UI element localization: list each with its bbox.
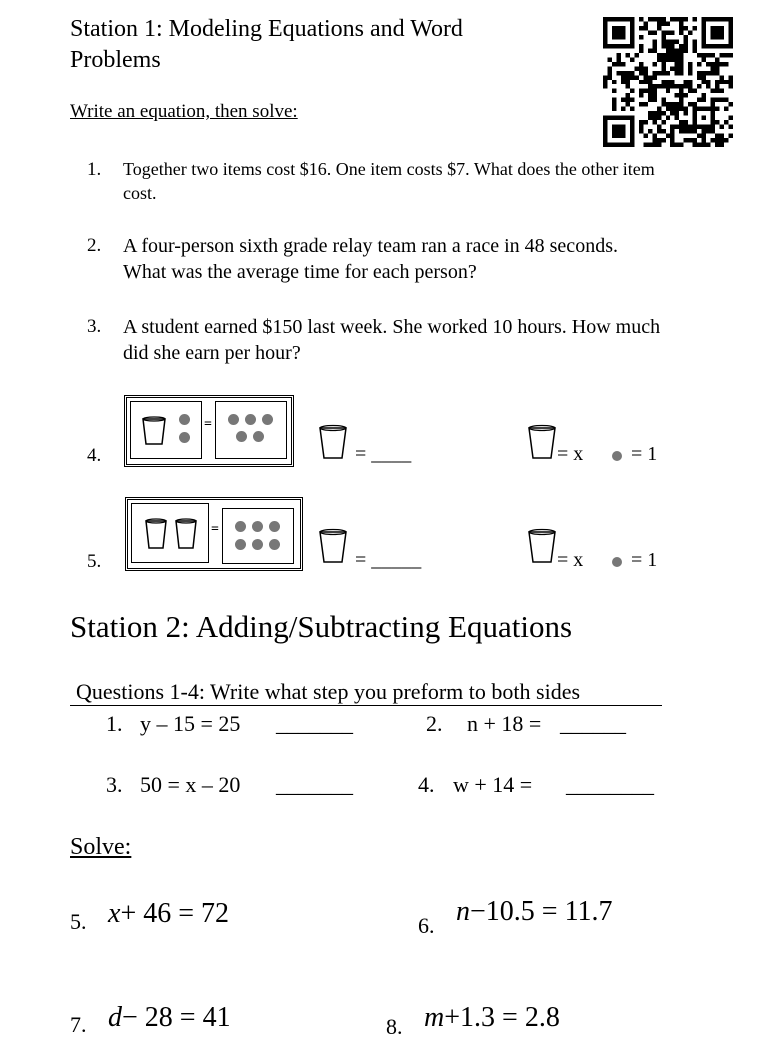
equation-mat-4	[124, 395, 294, 467]
qr-code	[603, 17, 733, 147]
cup-icon	[144, 518, 168, 550]
problem-2-number: 2.	[87, 235, 102, 256]
step-q3-number: 3.	[106, 772, 123, 797]
mat-5-equals: =	[211, 522, 219, 537]
problem-5-number: 5.	[87, 551, 102, 572]
key-dot-4: = 1	[631, 443, 658, 465]
solve-q6-variable: n	[456, 896, 470, 927]
cup-icon	[318, 424, 348, 460]
step-q1-blank[interactable]: _______	[276, 711, 353, 736]
cup-icon	[527, 528, 557, 564]
problem-3-number: 3.	[87, 316, 102, 337]
step-q2-blank[interactable]: ______	[560, 711, 626, 736]
counter-dot-icon	[253, 431, 264, 442]
step-q3-equation: 50 = x – 20	[140, 772, 241, 797]
station1-title: Station 1: Modeling Equations and Word Problems	[70, 16, 463, 73]
equation-mat-5	[125, 497, 303, 571]
counter-dot-icon	[262, 414, 273, 425]
step-q4-number: 4.	[418, 772, 435, 797]
solve-q6-rest: −10.5 = 11.7	[470, 896, 613, 927]
cup-icon	[141, 416, 167, 446]
counter-dot-icon	[179, 432, 190, 443]
counter-dot-icon	[228, 414, 239, 425]
mat-4-right-side	[215, 401, 287, 459]
station2-instruction: Questions 1-4: Write what step you preform to both sides	[70, 679, 662, 706]
solve-q8-number: 8.	[386, 1014, 403, 1039]
solve-q7-equation	[108, 1002, 231, 1034]
problem-1-number: 1.	[87, 159, 102, 180]
mat-4-left-side	[130, 401, 202, 459]
cup-icon	[318, 528, 348, 564]
step-q3-blank[interactable]: _______	[276, 772, 353, 797]
mat-5-left-side	[131, 503, 209, 563]
step-q1-equation: y – 15 = 25	[140, 711, 241, 736]
solve-label: Solve:	[70, 834, 132, 860]
cup-icon	[174, 518, 198, 550]
answer-blank-5[interactable]: = _____	[355, 549, 422, 571]
step-q4-equation: w + 14 =	[453, 772, 533, 797]
counter-dot-icon	[235, 521, 246, 532]
solve-q5-number: 5.	[70, 909, 87, 934]
cup-icon	[527, 424, 557, 460]
counter-dot-icon	[245, 414, 256, 425]
station1-instruction: Write an equation, then solve:	[70, 101, 298, 122]
mat-4-equals: =	[204, 417, 212, 432]
solve-q5-variable: x	[108, 898, 121, 929]
mat-5-right-side	[222, 508, 294, 564]
solve-q7-number: 7.	[70, 1012, 87, 1037]
step-q4-blank[interactable]: ________	[566, 772, 654, 797]
problem-3-text: A student earned $150 last week. She worked 10 hours. How much did she earn per hour?	[123, 316, 661, 364]
counter-dot-icon	[269, 521, 280, 532]
problem-1-text: Together two items cost $16. One item costs $7. What does the other item cost.	[123, 159, 655, 203]
step-q2-number: 2.	[426, 711, 443, 736]
counter-dot-icon	[235, 539, 246, 550]
solve-q7-variable: d	[108, 1002, 122, 1033]
problem-2-text: A four-person sixth grade relay team ran a race in 48 seconds. What was the average time for each person?	[123, 235, 618, 283]
station2-title: Station 2: Adding/Subtracting Equations	[70, 609, 573, 644]
counter-dot-icon	[252, 521, 263, 532]
solve-q5-equation	[108, 898, 229, 930]
solve-q6-number: 6.	[418, 913, 435, 938]
counter-dot-icon	[269, 539, 280, 550]
key-cup-4: = x	[557, 443, 584, 465]
counter-dot-icon	[252, 539, 263, 550]
solve-q8-rest: +1.3 = 2.8	[444, 1002, 560, 1033]
solve-q6-equation	[456, 896, 613, 928]
solve-q7-rest: − 28 = 41	[122, 1002, 231, 1033]
key-dot-5: = 1	[631, 549, 658, 571]
problem-4-number: 4.	[87, 445, 102, 466]
key-cup-5: = x	[557, 549, 584, 571]
solve-q8-variable: m	[424, 1002, 445, 1033]
solve-q5-rest: + 46 = 72	[120, 898, 230, 929]
step-q1-number: 1.	[106, 711, 123, 736]
counter-dot-icon	[179, 414, 190, 425]
answer-blank-4[interactable]: = ____	[355, 443, 412, 465]
step-q2-equation: n + 18 =	[467, 711, 542, 736]
solve-q8-equation	[424, 1002, 560, 1034]
counter-dot-icon	[612, 451, 622, 461]
counter-dot-icon	[612, 557, 622, 567]
counter-dot-icon	[236, 431, 247, 442]
